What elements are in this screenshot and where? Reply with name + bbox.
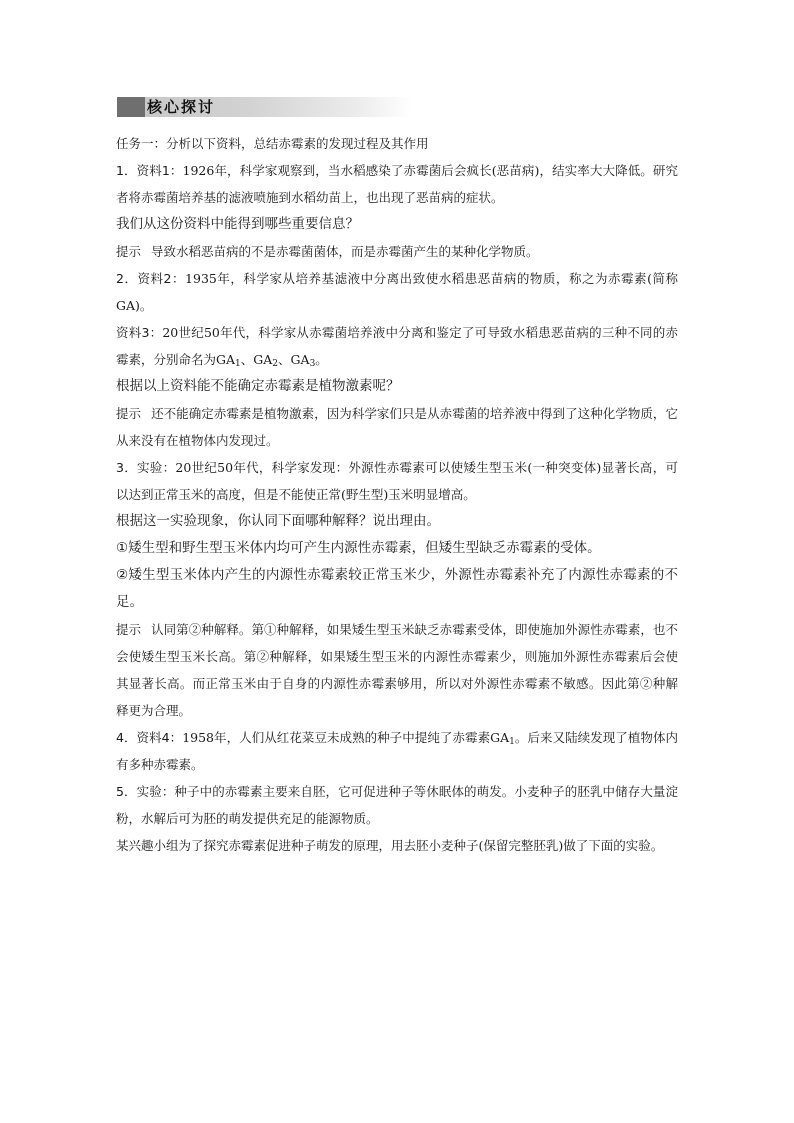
material-4-text: 1958年，人们从红花菜豆未成熟的种子中提纯了赤霉素 (182, 730, 491, 745)
document-body (116, 130, 678, 859)
ga-subscript: 1 (235, 359, 241, 369)
material-2-lead: 2．资料2： (116, 271, 186, 286)
option-1: ①矮生型和野生型玉米体内均可产生内源性赤霉素，但矮生型缺乏赤霉素的受体。 (116, 540, 601, 556)
experiment-5 (116, 778, 678, 832)
hint-1-text: 导致水稻恶苗病的不是赤霉菌菌体，而是赤霉菌产生的某种化学物质。 (151, 244, 539, 259)
ga-label: GA (216, 352, 236, 367)
ga-label: GA (253, 352, 273, 367)
hint-3-label: 提示 (116, 622, 142, 637)
task-heading: 任务一：分析以下资料，总结赤霉素的发现过程及其作用 (116, 136, 429, 151)
hint-1 (116, 238, 678, 265)
experiment-5-lead: 5．实验： (116, 784, 175, 799)
experiment-3 (116, 454, 678, 508)
separator: 、 (278, 352, 291, 367)
material-4-text-after: 。后来又陆续发现了植物体内有多种赤霉素。 (116, 730, 678, 772)
experiment-3-lead: 3．实验： (116, 460, 176, 475)
ga-subscript: 2 (272, 359, 279, 369)
hint-2 (116, 400, 678, 454)
material-3-lead: 资料3： (116, 325, 163, 340)
material-1-lead: 1．资料1： (116, 163, 183, 178)
option-2: ②矮生型玉米体内产生的内源性赤霉素较正常玉米少，外源性赤霉素补充了内源性赤霉素的不足。 (116, 567, 678, 610)
material-1 (116, 157, 678, 211)
hint-2-label: 提示 (116, 406, 142, 421)
hint-2-text: 还不能确定赤霉素是植物激素，因为科学家们只是从赤霉菌的培养液中得到了这种化学物质，它从来没有在植物体内发现过。 (116, 406, 678, 448)
experiment-3-text: 20世纪50年代，科学家发现：外源性赤霉素可以使矮生型玉米(一种突变体)显著长高，可以达到正常玉米的高度，但是不能使正常(野生型)玉米明显增高。 (116, 460, 678, 502)
section-title: 核心探讨 (147, 98, 216, 116)
material-4-lead: 4．资料4： (116, 730, 183, 745)
ga-label: GA (290, 352, 310, 367)
material-4 (116, 724, 678, 778)
ga-label: GA (490, 730, 510, 745)
hint-1-label: 提示 (116, 244, 142, 259)
question-2: 根据以上资料能不能确定赤霉素是植物激素呢？ (116, 378, 400, 394)
material-1-text: 1926年，科学家观察到，当水稻感染了赤霉菌后会疯长(恶苗病)，结实率大大降低。研究者将赤霉菌培养基的滤液喷施到水稻幼苗上，也出现了恶苗病的症状。 (116, 163, 678, 205)
period: 。 (315, 352, 328, 367)
material-2 (116, 265, 678, 319)
material-3-text: 20世纪50年代，科学家从赤霉菌培养液中分离和鉴定了可导致水稻患恶苗病的三种不同的赤霉素，分别命名为 (116, 325, 678, 367)
hint-3 (116, 616, 678, 724)
separator: 、 (240, 352, 254, 367)
experiment-5-text: 种子中的赤霉素主要来自胚，它可促进种子等休眠体的萌发。小麦种子的胚乳中储存大量淀粉，水解后可为胚的萌发提供充足的能源物质。 (116, 784, 678, 826)
experiment-intro: 某兴趣小组为了探究赤霉素促进种子萌发的原理，用去胚小麦种子(保留完整胚乳)做了下面的实验。 (116, 838, 664, 853)
question-1: 我们从这份资料中能得到哪些重要信息？ (116, 216, 359, 232)
material-3 (116, 319, 678, 373)
hint-3-text: 认同第②种解释。第①种解释，如果矮生型玉米缺乏赤霉素受体，即使施加外源性赤霉素，也不会使矮生型玉米长高。第②种解释，如果矮生型玉米的内源性赤霉素少，则施加外源性赤霉素后会使其显著长高。而正常玉米由于自身的内源性赤霉素够用，所以对外源性赤霉素不敏感。因此第②种解释更为合理。 (116, 622, 678, 718)
ga-subscript: 3 (309, 359, 316, 369)
question-3: 根据这一实验现象，你认同下面哪种解释？说出理由。 (116, 513, 440, 529)
ga-subscript: 1 (509, 737, 515, 747)
material-2-text: 1935年，科学家从培养基滤液中分离出致使水稻患恶苗病的物质，称之为赤霉素(简称GA)。 (116, 271, 679, 313)
